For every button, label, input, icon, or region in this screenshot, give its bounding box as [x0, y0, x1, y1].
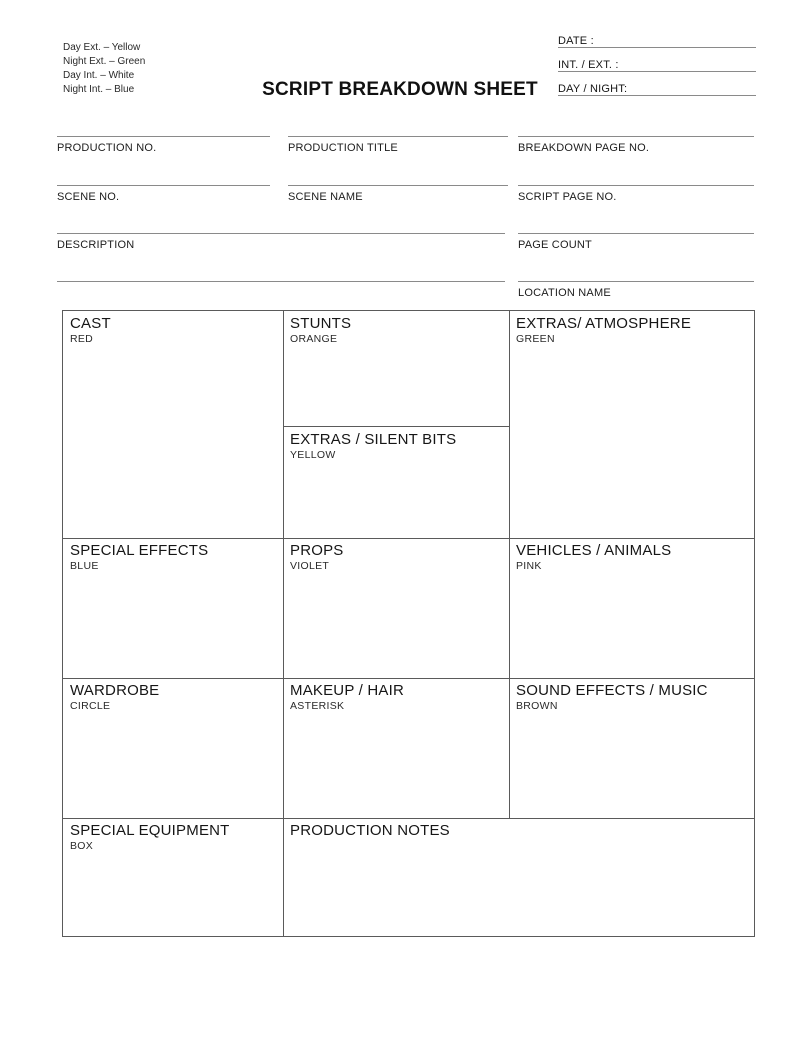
field-page-count: PAGE COUNT — [518, 233, 754, 251]
legend-item-day-ext: Day Ext. – Yellow — [63, 42, 141, 53]
grid-vertical-divider-1 — [283, 311, 284, 936]
int-ext-label: INT. / EXT. : — [558, 59, 619, 71]
vehicles-animals-color-code: PINK — [516, 560, 542, 572]
special-effects-label: SPECIAL EFFECTS — [70, 542, 209, 559]
breakdown-grid — [62, 310, 755, 937]
props-label: PROPS — [290, 542, 344, 559]
grid-cell-sound-effects-music — [516, 682, 708, 712]
date-write-line — [558, 31, 756, 48]
field-production-title: PRODUCTION TITLE — [288, 136, 508, 154]
extras-silent-bits-color-code: YELLOW — [290, 449, 336, 461]
production-notes-label: PRODUCTION NOTES — [290, 822, 450, 839]
grid-vertical-divider-2 — [509, 311, 510, 818]
field-scene-no: SCENE NO. — [57, 185, 270, 203]
extras-silent-bits-label: EXTRAS / SILENT BITS — [290, 431, 457, 448]
date-label: DATE : — [558, 35, 594, 47]
makeup-hair-label: MAKEUP / HAIR — [290, 682, 405, 699]
grid-cell-wardrobe — [70, 682, 159, 712]
special-equipment-color-code: BOX — [70, 840, 94, 852]
stunts-color-code: ORANGE — [290, 333, 338, 345]
special-equipment-label: SPECIAL EQUIPMENT — [70, 822, 230, 839]
grid-cell-production-notes — [290, 822, 450, 839]
makeup-hair-color-code: ASTERISK — [290, 700, 345, 712]
grid-cell-cast — [70, 315, 111, 345]
extras-atmosphere-color-code: GREEN — [516, 333, 555, 345]
color-legend — [63, 41, 145, 97]
special-effects-color-code: BLUE — [70, 560, 99, 572]
grid-row-divider-3 — [63, 818, 754, 819]
field-production-no: PRODUCTION NO. — [57, 136, 270, 154]
legend-item-day-int: Day Int. – White — [63, 70, 135, 81]
props-color-code: VIOLET — [290, 560, 330, 572]
sound-effects-music-label: SOUND EFFECTS / MUSIC — [516, 682, 708, 699]
field-description: DESCRIPTION — [57, 233, 505, 251]
field-location-name: LOCATION NAME — [518, 281, 754, 299]
sound-effects-music-color-code: BROWN — [516, 700, 558, 712]
extras-atmosphere-label: EXTRAS/ ATMOSPHERE — [516, 315, 692, 332]
grid-cell-extras-silent-bits — [290, 431, 456, 461]
wardrobe-color-code: CIRCLE — [70, 700, 111, 712]
grid-cell-props — [290, 542, 344, 572]
day-night-label: DAY / NIGHT: — [558, 83, 628, 95]
day-night-write-line — [558, 79, 756, 96]
cast-color-code: RED — [70, 333, 94, 345]
grid-cell-vehicles-animals — [516, 542, 671, 572]
field-scene-name: SCENE NAME — [288, 185, 508, 203]
grid-cell-special-equipment — [70, 822, 230, 852]
field-breakdown-page-no: BREAKDOWN PAGE NO. — [518, 136, 754, 154]
page-title: SCRIPT BREAKDOWN SHEET — [262, 79, 538, 100]
wardrobe-label: WARDROBE — [70, 682, 160, 699]
legend-item-night-int: Night Int. – Blue — [63, 84, 135, 95]
vehicles-animals-label: VEHICLES / ANIMALS — [516, 542, 672, 559]
grid-cell-makeup-hair — [290, 682, 404, 712]
legend-item-night-ext: Night Ext. – Green — [63, 56, 146, 67]
cast-label: CAST — [70, 315, 111, 332]
stunts-label: STUNTS — [290, 315, 352, 332]
grid-cell-stunts — [290, 315, 351, 345]
grid-cell-extras-atmosphere — [516, 315, 691, 345]
field-script-page-no: SCRIPT PAGE NO. — [518, 185, 754, 203]
grid-row-divider-2 — [63, 678, 754, 679]
description-write-line-2 — [57, 281, 505, 282]
stunts-subcell-divider — [283, 426, 510, 427]
grid-row-divider-1 — [63, 538, 754, 539]
int-ext-write-line — [558, 55, 756, 72]
grid-cell-special-effects — [70, 542, 208, 572]
